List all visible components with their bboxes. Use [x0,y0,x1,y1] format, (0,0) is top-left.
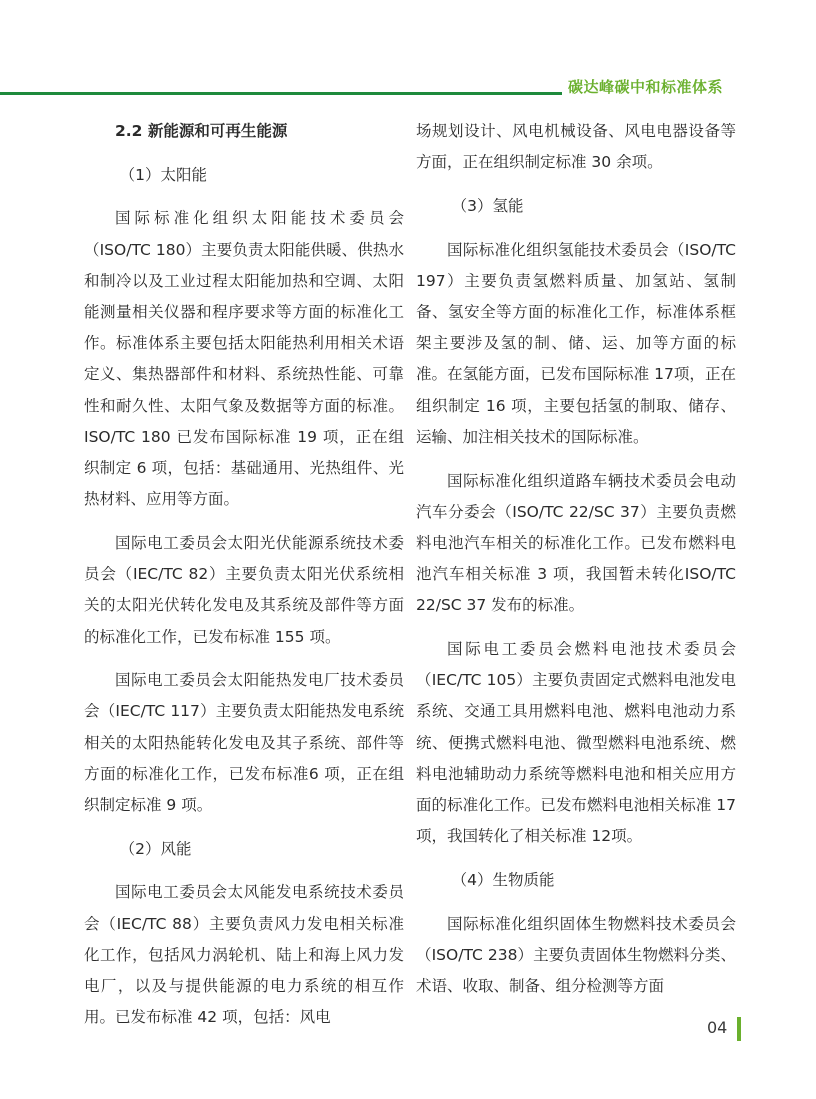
paragraph: 国际电工委员会太风能发电系统技术委员会（IEC/TC 88）主要负责风力发电相关标准化工作，包括风力涡轮机、陆上和海上风力发电厂，以及与提供能源的电力系统的相互作用。已发布标准 42 项，包括：风电 [84,883,404,1027]
paragraph: 国际电工委员会燃料电池技术委员会（IEC/TC 105）主要负责固定式燃料电池发电系统、交通工具用燃料电池、燃料电池动力系统、便携式燃料电池、微型燃料电池系统、燃料电池辅助动力系统等燃料电池和相关应用方面的标准化工作。已发布燃料电池相关标准 17 项，我国转化了相关标准 12项。 [416,640,736,846]
solar-heading: （1）太阳能 [119,165,208,184]
paragraph: 国际标准化组织道路车辆技术委员会电动汽车分委会（ISO/TC 22/SC 37）主要负责燃料电池汽车相关的标准化工作。已发布燃料电池汽车相关标准 3 项，我国暂未转化ISO/TC 22/SC 37 发布的标准。 [416,471,736,615]
paragraph: 国际电工委员会太阳能热发电厂技术委员会（IEC/TC 117）主要负责太阳能热发电系统相关的太阳热能转化发电及其子系统、部件等方面的标准化工作，已发布标准6 项，正在组织制定标准 9 项。 [84,671,404,815]
page-number-accent-bar [737,1017,741,1041]
page-number: 04 [707,1018,728,1037]
paragraph-continued: 场规划设计、风电机械设备、风电电器设备等方面，正在组织制定标准 30 余项。 [416,122,736,172]
wind-heading: （2）风能 [119,839,192,858]
header-rule [0,92,562,95]
paragraph: 国际标准化组织固体生物燃料技术委员会（ISO/TC 238）主要负责固体生物燃料分类、术语、收取、制备、组分检测等方面 [416,914,736,996]
left-column [84,116,404,1033]
paragraph: 国际电工委员会太阳光伏能源系统技术委员会（IEC/TC 82）主要负责太阳光伏系统相关的太阳光伏转化发电及其系统及部件等方面的标准化工作，已发布标准 155 项。 [84,533,404,646]
paragraph: 国际标准化组织太阳能技术委员会（ISO/TC 180）主要负责太阳能供暖、供热水和制冷以及工业过程太阳能加热和空调、太阳能测量相关仪器和程序要求等方面的标准化工作。标准体系主要包括太阳能热利用相关术语定义、集热器部件和材料、系统热性能、可靠性和耐久性、太阳气象及数据等方面的标准。ISO/TC 180 已发布国际标准 19 项，正在组织制定 6 项，包括：基础通用、光热组件、光热材料、应用等方面。 [84,209,404,509]
right-column [416,116,736,1002]
running-header-title: 碳达峰碳中和标准体系 [568,78,724,96]
biomass-heading: （4）生物质能 [451,870,555,889]
hydrogen-heading: （3）氢能 [451,196,524,215]
section-heading: 2.2 新能源和可再生能源 [115,122,288,140]
paragraph: 国际标准化组织氢能技术委员会（ISO/TC 197）主要负责氢燃料质量、加氢站、氢制备、氢安全等方面的标准化工作，标准体系框架主要涉及氢的制、储、运、加等方面的标准。在氢能方面，已发布国际标准 17项，正在组织制定 16 项，主要包括氢的制取、储存、运输、加注相关技术的国际标准。 [416,240,736,446]
